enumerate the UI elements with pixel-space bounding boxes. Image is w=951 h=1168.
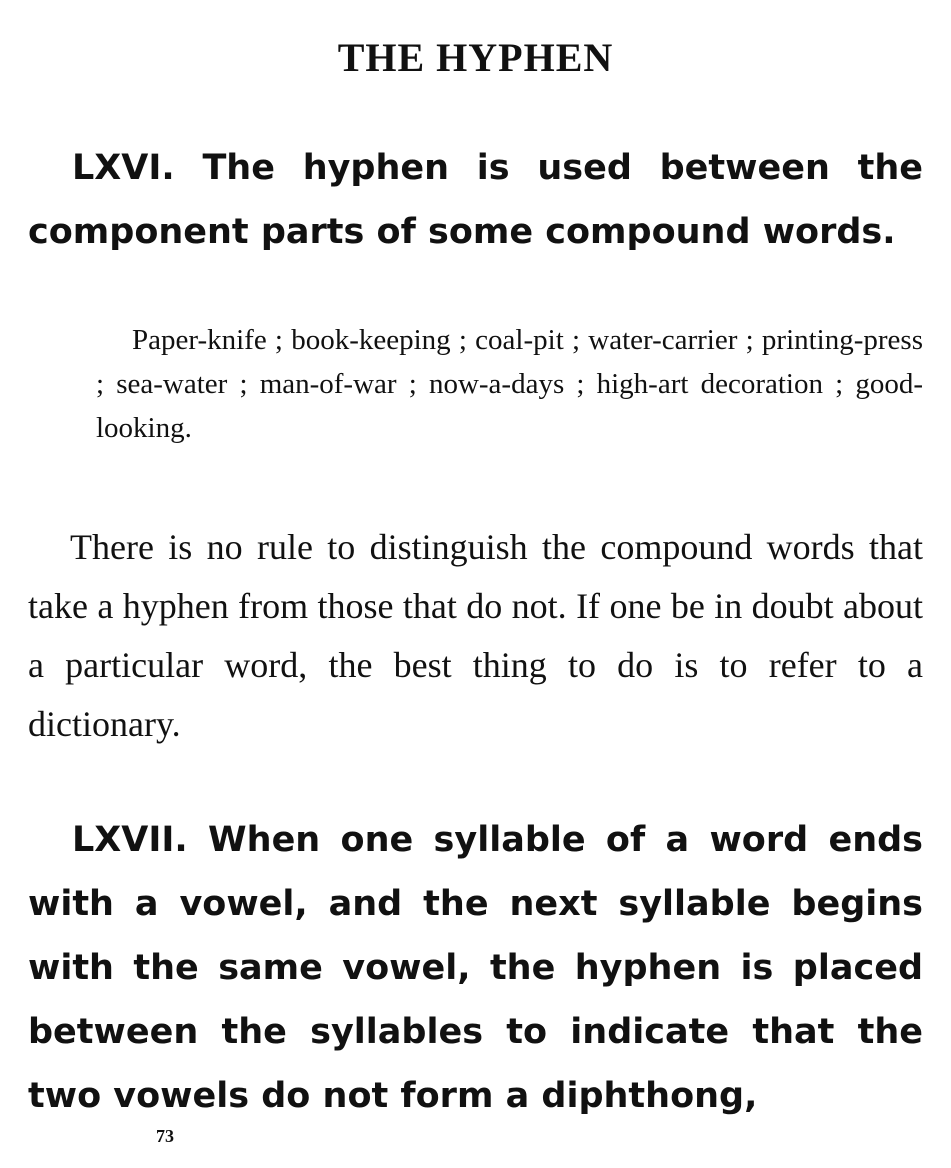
rule-number: LXVII. [72,820,188,860]
page-number: 73 [156,1126,174,1146]
rule-number: LXVI. [72,148,175,188]
compound-word-examples: Paper-knife ; book-keeping ; coal-pit ; water-carrier ; printing-press ; sea-water ; man-of-war ; now-a-days ; high-art decoration ; good-looking. [96,324,923,444]
dictionary-paragraph: There is no rule to distinguish the compound words that take a hyphen from those that do not. If one be in doubt about a particular word, the best thing to do is to refer to a dictionary. [28,527,923,744]
book-page [28,0,923,1168]
rule-lxvii [28,808,923,1128]
rule-text: When one syllable of a word ends with a vowel, and the next syllable begins with the same vowel, the hyphen is placed between the syllables to indicate that the two vowels do not form a diphthong, [28,820,923,1116]
page-heading: THE HYPHEN [337,35,614,80]
rule-lxvi [28,136,923,264]
rule-text: The hyphen is used between the component parts of some compound words. [28,148,923,252]
